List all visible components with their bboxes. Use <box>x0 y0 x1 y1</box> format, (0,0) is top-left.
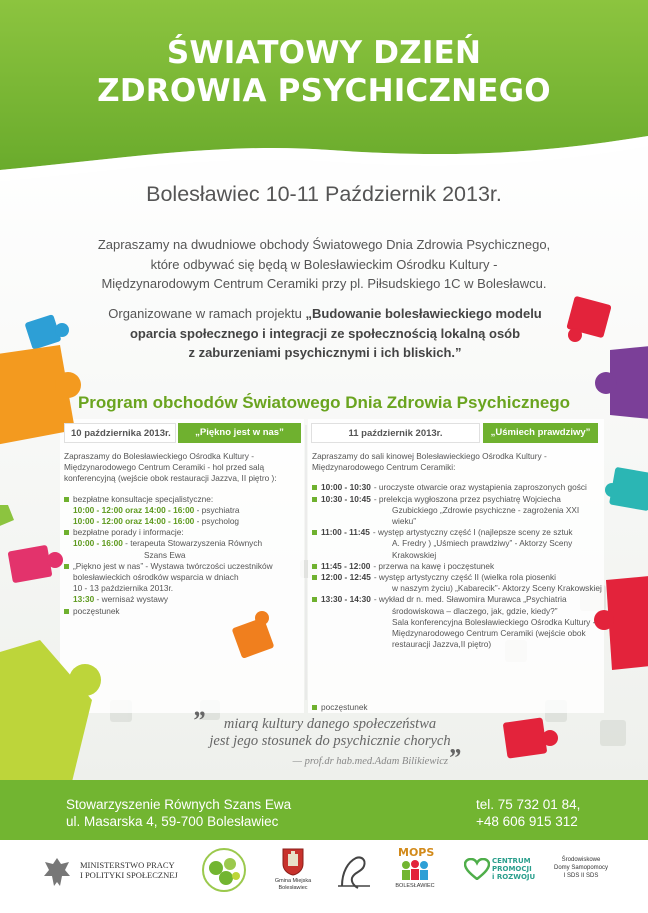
day1-intro-line: konferencyjną (wejście obok restauracji Jazzva, II piętro ): <box>64 473 277 484</box>
advice-desc: - terapeuta Stowarzyszenia Równych <box>122 538 263 549</box>
schedule-desc: - występ artystyczny część I (najlepsze sceny ze sztuk <box>372 527 573 538</box>
consult-psychologist: - psycholog <box>194 516 240 527</box>
schedule-item <box>312 594 604 605</box>
consult-label: bezpłatne konsultacje specjalistyczne: <box>64 494 300 505</box>
sds-line: Domy Samopomocy <box>553 865 609 871</box>
schedule-desc: - uroczyste otwarcie oraz wystąpienia zaproszonych gości <box>373 482 587 493</box>
schedule-desc: - wykład dr n. med. Sławomira Murawca „Psychiatria <box>373 594 567 605</box>
mops-caption: BOLESŁAWIEC <box>395 883 435 889</box>
project-name-3: z zaburzeniami psychicznymi i ich bliskich.” <box>188 345 462 360</box>
quote-author: — prof.dr hab.med.Adam Bilikiewicz <box>292 756 448 767</box>
day1-program <box>64 451 300 617</box>
intro-text <box>70 235 578 294</box>
project-name-1: „Budowanie bolesławieckiego modelu <box>305 306 542 321</box>
schedule-time: 11:00 - 11:45 <box>312 527 370 538</box>
advice-time: 10:00 - 16:00 <box>73 538 123 549</box>
day1-intro-line: Międzynarodowego Centrum Ceramiki - hol przed salą <box>64 462 265 473</box>
heart-icon <box>464 858 490 880</box>
day2-intro-line: Zapraszamy do sali kinowej Bolesławieckiego Ośrodka Kultury - <box>312 451 547 461</box>
exhibit-line: „Piękno jest w nas” - Wystawa twórczości uczestników <box>64 561 300 572</box>
consult-psychiatrist: - psychiatra <box>194 504 240 515</box>
schedule-time: 10:30 - 10:45 <box>312 494 371 505</box>
schedule-item <box>312 561 604 572</box>
gmina-caption <box>266 878 320 891</box>
schedule-item-cont: restauracji Jazzva,II piętro) <box>392 639 492 650</box>
day1-date: 10 października 2013r. <box>64 423 176 443</box>
day1-intro-line: Zapraszamy do Bolesławieckiego Ośrodka Kultury - <box>64 451 254 461</box>
event-date: Bolesławiec 10-11 Październik 2013r. <box>146 182 502 206</box>
consult-psychologist-times: 10:00 - 12:00 oraz 14:00 - 16:00 <box>73 516 195 527</box>
title-line-1: ŚWIATOWY DZIEŃ <box>166 35 482 71</box>
consult-psychiatrist-times: 10:00 - 12:00 oraz 14:00 - 16:00 <box>73 504 195 515</box>
sds-logo <box>548 856 614 880</box>
intro-line: Zapraszamy na dwudniowe obchody Światowego Dnia Zdrowia Psychicznego, <box>97 237 551 252</box>
title-line-2: ZDROWIA PSYCHICZNEGO <box>97 73 551 109</box>
schedule-item-cont: Krakowskiej <box>392 549 437 560</box>
org-address: ul. Masarska 4, 59-700 Bolesławiec <box>66 814 279 829</box>
quote-open-mark: ” <box>192 706 205 735</box>
exhibit-line: 10 - 13 października 2013r. <box>73 583 174 594</box>
schedule-time: 10:00 - 10:30 <box>312 482 371 493</box>
schedule-item-cont: Międzynarodowego Centrum Ceramiki (wejście obok <box>392 628 586 639</box>
sponsor-logos <box>0 840 648 913</box>
eagle-icon <box>42 856 72 890</box>
intro-line: Międzynarodowym Centrum Ceramiki przy pl. Piłsudskiego 1C w Bolesławcu. <box>101 276 547 291</box>
schedule-item <box>312 494 604 505</box>
schedule-item-cont: Sala konferencyjna Bolesławieckiego Ośrodka Kultury - <box>392 616 596 627</box>
mops-logo: MOPS <box>398 846 435 859</box>
project-prefix: Organizowane w ramach projektu <box>108 306 302 321</box>
ministry-line: I POLITYKI SPOŁECZNEJ <box>80 870 178 880</box>
quote-close-mark: „ <box>450 730 463 759</box>
day2-snack: poczęstunek <box>312 702 604 713</box>
day1-snack: poczęstunek <box>64 606 300 617</box>
schedule-item <box>312 527 604 538</box>
exhibit-line: bolesławieckich ośrodków wsparcia w dniach <box>73 572 239 583</box>
schedule-time: 13:30 - 14:30 <box>312 594 371 605</box>
profile-logo-icon <box>334 848 374 890</box>
schedule-item-cont: Gzubickiego „Zdrowie psychiczne - zagrożenia XXI wieku” <box>392 504 580 527</box>
phone-2: +48 606 915 312 <box>476 814 578 829</box>
intro-line: które odbywać się będą w Bolesławieckim Ośrodku Kultury - <box>150 256 498 272</box>
schedule-item <box>312 572 604 583</box>
project-text <box>80 304 570 363</box>
poster-title <box>0 34 648 110</box>
project-name-2: oparcia społecznego i integracji ze społecznością lokalną osób <box>129 325 521 341</box>
sds-line: I SDS II SDS <box>563 873 599 879</box>
ewa-logo-icon <box>200 846 248 894</box>
schedule-time: 12:00 - 12:45 <box>312 572 371 583</box>
schedule-item <box>312 482 604 493</box>
program-title: Program obchodów Światowego Dnia Zdrowia Psychicznego <box>77 393 571 412</box>
city-crest-icon <box>282 848 304 876</box>
schedule-item-cont: środowiskowa – dlaczego, jak, gdzie, kiedy?” <box>392 605 558 616</box>
sds-line: Środowiskowe <box>561 857 601 863</box>
gmina-line: Gmina Miejska <box>274 878 312 884</box>
day2-theme: „Uśmiech prawdziwy” <box>483 423 598 443</box>
centrum-line: PROMOCJI <box>492 865 532 873</box>
vernissage-desc: - wernisaż wystawy <box>94 594 168 605</box>
phone-1: tel. 75 732 01 84, <box>476 797 581 812</box>
quote <box>180 716 480 750</box>
day2-date: 11 październik 2013r. <box>311 423 480 443</box>
day2-program <box>312 451 604 714</box>
centrum-logo <box>492 857 535 881</box>
schedule-item-cont: w naszym życiu) „Kabarecik”- Aktorzy Sceny Krakowskiej <box>392 583 602 594</box>
family-icon <box>398 859 432 881</box>
day2-schedule <box>312 482 604 650</box>
quote-line: jest jego stosunek do psychicznie chorych <box>209 733 451 749</box>
schedule-desc: - prelekcja wygłoszona przez psychiatrę Wojciecha <box>373 493 561 504</box>
day2-intro-line: Międzynarodowego Centrum Ceramiki: <box>312 462 456 473</box>
advice-label: bezpłatne porady i informacje: <box>64 527 300 538</box>
schedule-time: 11:45 - 12:00 <box>312 561 370 572</box>
centrum-line: i ROZWOJU <box>492 873 536 881</box>
gmina-line: Bolesławiec <box>278 884 308 891</box>
day1-theme: „Piękno jest w nas” <box>178 423 301 443</box>
ministry-name <box>80 860 178 880</box>
centrum-line: CENTRUM <box>492 857 531 865</box>
vernissage-time: 13:30 <box>73 594 95 605</box>
advice-desc-2: Szans Ewa <box>144 549 186 560</box>
schedule-desc: - występ artystyczny część II (wielka rola piosenki <box>373 572 556 583</box>
schedule-item-cont: A. Fredry ) „Uśmiech prawdziwy” - Aktorzy Sceny <box>392 538 573 549</box>
quote-line: miarą kultury danego społeczeństwa <box>223 716 437 732</box>
ministry-line: MINISTERSTWO PRACY <box>80 860 175 870</box>
schedule-desc: - przerwa na kawę i poczęstunek <box>373 560 495 571</box>
org-name: Stowarzyszenie Równych Szans Ewa <box>66 797 292 812</box>
